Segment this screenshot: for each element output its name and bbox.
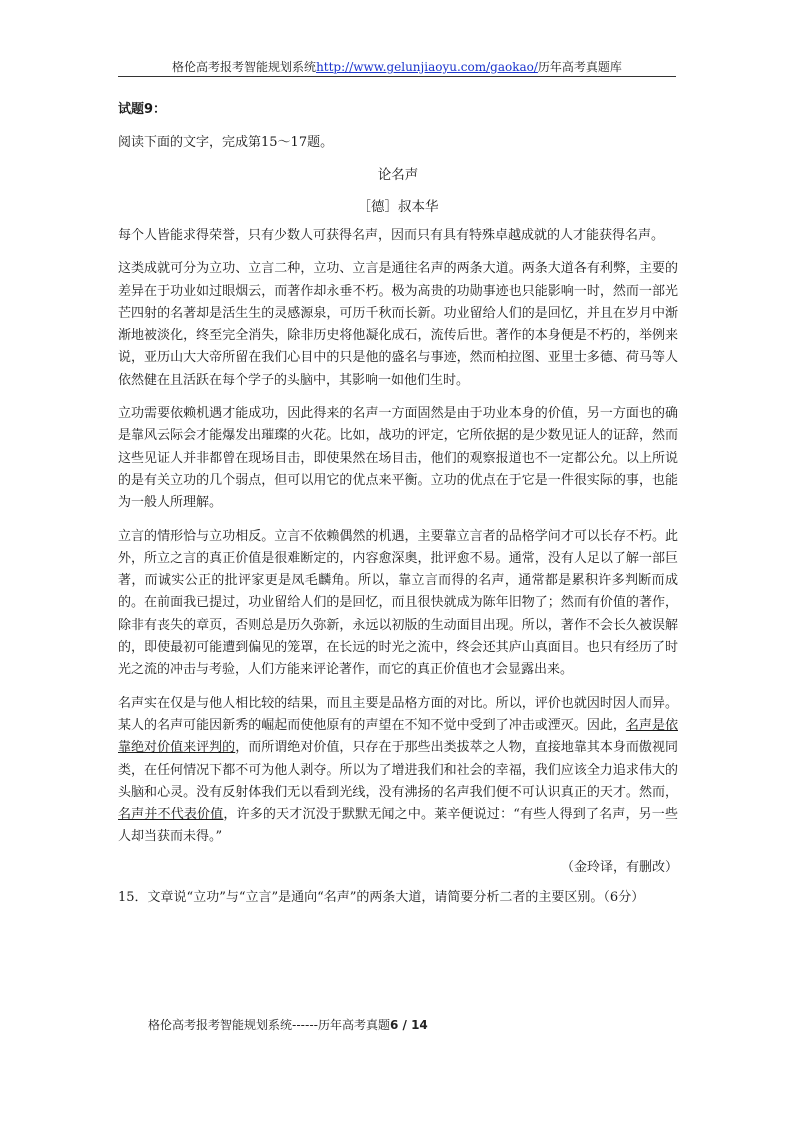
page-content [118, 100, 678, 909]
header-suffix: 历年高考真题库 [537, 60, 622, 74]
page-header [118, 59, 676, 75]
article-paragraph-3: 立功需要依赖机遇才能成功，因此得来的名声一方面固然是由于功业本身的价值，另一方面也的确是靠风云际会才能爆发出璀璨的火花。比如，战功的评定，它所依据的是少数见证人的证辞，然而这些见证人并非都曾在现场目击，即使果然在场目击，他们的观察报道也不一定都公允。以上所说的是有关立功的几个弱点，但可以用它的优点来平衡。立功的优点在于它是一件很实际的事，也能为一般人所理解。 [118, 406, 678, 511]
article-paragraph-2: 这类成就可分为立功、立言二种，立功、立言是通往名声的两条大道。两条大道各有利弊，主要的差异在于功业如过眼烟云，而著作却永垂不朽。极为高贵的功勋事迹也只能影响一时，然而一部光芒四射的名著却是活生生的灵感源泉，可历千秋而长新。功业留给人们的是回忆，并且在岁月中渐渐地被淡化，终至完全消失，除非历史将他凝化成石，流传后世。著作的本身便是不朽的，举例来说，亚历山大大帝所留在我们心目中的只是他的盛名与事迹，然而柏拉图、亚里士多德、荷马等人依然健在且活跃在每个学子的头脑中，其影响一如他们生时。 [118, 261, 678, 388]
underlined-phrase-2: 名声并不代表价值 [118, 807, 224, 823]
article-author: ［德］叔本华 [357, 199, 439, 215]
question-15: 15．文章说“立功”与“立言”是通向“名声”的两条大道，请简要分析二者的主要区别。（6分） [118, 889, 645, 905]
translator-note: （金玲译，有删改） [560, 859, 678, 875]
paragraph-5-text-b: ，而所谓绝对价值，只存在于那些出类拔萃之人物，直接地靠其本身而傲视同类，在任何情况下都不可为他人剥夺。所以为了增进我们和社会的幸福，我们应该全力追求伟大的头脑和心灵。没有反射体我们无以看到光线，没有沸扬的名声我们便不可认识真正的天才。然而， [118, 740, 678, 800]
reading-instruction: 阅读下面的文字，完成第15～17题。 [118, 135, 334, 150]
underlined-phrase-1: 名声是依靠绝对价值来评判的 [118, 717, 678, 756]
header-link[interactable]: http://www.gelunjiaoyu.com/gaokao/ [316, 60, 538, 74]
article-paragraph-4: 立言的情形恰与立功相反。立言不依赖偶然的机遇，主要靠立言者的品格学问才可以长存不朽。此外，所立之言的真正价值是很难断定的，内容愈深奥，批评愈不易。通常，没有人足以了解一部巨著，而诚实公正的批评家更是凤毛麟角。所以，靠立言而得的名声，通常都是累积许多判断而成的。在前面我已提过，功业留给人们的是回忆，而且很快就成为陈年旧物了；然而有价值的著作，除非有丧失的章页，否则总是历久弥新，永远以初版的生动面目出现。所以，著作不会长久被误解的，即使最初可能遭到偏见的笼罩，在长远的时光之流中，终会还其庐山真面目。也只有经历了时光之流的冲击与考验，人们方能来评论著作，而它的真正价值也才会显露出来。 [118, 528, 678, 678]
article-title: 论名声 [377, 167, 419, 183]
header-divider [118, 76, 676, 77]
page-number: 6 / 14 [389, 1018, 428, 1032]
article-paragraph-5 [118, 693, 678, 849]
page-footer [148, 1017, 428, 1033]
footer-text: 格伦高考报考智能规划系统------历年高考真题 [148, 1018, 390, 1032]
question-set-title: 试题9： [118, 102, 167, 117]
paragraph-5-text-c: ，许多的天才沉没于默默无闻之中。莱辛便说过：“有些人得到了名声，另一些人却当获而未得。” [118, 807, 678, 845]
article-paragraph-1: 每个人皆能求得荣誉，只有少数人可获得名声，因而只有具有特殊卓越成就的人才能获得名声。 [118, 228, 665, 243]
paragraph-5-text-a: 名声实在仅是与他人相比较的结果，而且主要是品格方面的对比。所以，评价也就因时因人而异。某人的名声可能因新秀的崛起而使他原有的声望在不知不觉中受到了冲击或湮灭。因此， [118, 695, 678, 733]
header-prefix: 格伦高考报考智能规划系统 [172, 60, 317, 74]
